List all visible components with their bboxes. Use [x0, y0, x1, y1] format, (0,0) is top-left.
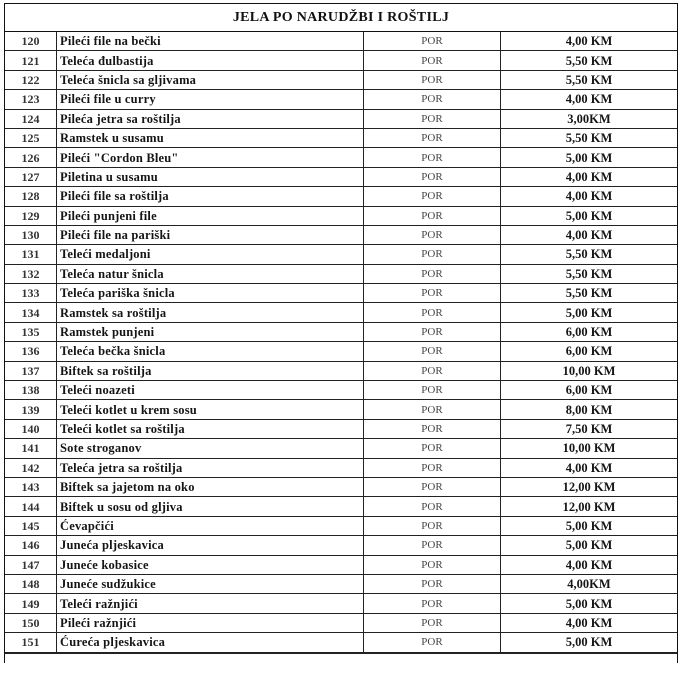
table-row	[5, 303, 677, 322]
item-unit: POR	[364, 187, 501, 206]
item-name: Biftek sa jajetom na oko	[57, 477, 364, 496]
item-unit: POR	[364, 555, 501, 574]
item-unit: POR	[364, 90, 501, 109]
item-name: Teleća pariška šnicla	[57, 284, 364, 303]
item-number: 130	[5, 225, 57, 244]
table-row	[5, 167, 677, 186]
item-price: 5,00 KM	[501, 206, 678, 225]
item-number: 137	[5, 361, 57, 380]
item-name: Teleći medaljoni	[57, 245, 364, 264]
item-price: 5,00 KM	[501, 536, 678, 555]
item-unit: POR	[364, 51, 501, 70]
item-unit: POR	[364, 613, 501, 632]
table-row	[5, 536, 677, 555]
table-row	[5, 51, 677, 70]
item-name: Ramstek sa roštilja	[57, 303, 364, 322]
item-number: 149	[5, 594, 57, 613]
table-row	[5, 516, 677, 535]
item-number: 151	[5, 633, 57, 652]
item-price: 5,00 KM	[501, 633, 678, 652]
item-name: Teleća bečka šnicla	[57, 342, 364, 361]
table-row	[5, 633, 677, 652]
item-number: 129	[5, 206, 57, 225]
item-number: 132	[5, 264, 57, 283]
item-name: Teleći kotlet u krem sosu	[57, 400, 364, 419]
table-row	[5, 594, 677, 613]
item-price: 8,00 KM	[501, 400, 678, 419]
item-name: Piletina u susamu	[57, 167, 364, 186]
item-number: 142	[5, 458, 57, 477]
item-name: Teleći kotlet sa roštilja	[57, 419, 364, 438]
item-price: 4,00 KM	[501, 187, 678, 206]
item-number: 145	[5, 516, 57, 535]
item-unit: POR	[364, 361, 501, 380]
item-unit: POR	[364, 458, 501, 477]
item-price: 5,00 KM	[501, 148, 678, 167]
table-row	[5, 477, 677, 496]
item-number: 121	[5, 51, 57, 70]
table-row	[5, 439, 677, 458]
table-row	[5, 400, 677, 419]
table-row	[5, 90, 677, 109]
item-name: Biftek u sosu od gljiva	[57, 497, 364, 516]
item-name: Ramstek punjeni	[57, 322, 364, 341]
item-price: 5,50 KM	[501, 264, 678, 283]
item-unit: POR	[364, 284, 501, 303]
item-unit: POR	[364, 516, 501, 535]
item-name: Pileći punjeni file	[57, 206, 364, 225]
item-price: 7,50 KM	[501, 419, 678, 438]
item-unit: POR	[364, 419, 501, 438]
item-number: 131	[5, 245, 57, 264]
item-price: 4,00 KM	[501, 225, 678, 244]
item-unit: POR	[364, 206, 501, 225]
item-number: 122	[5, 70, 57, 89]
item-price: 4,00 KM	[501, 167, 678, 186]
item-price: 5,50 KM	[501, 51, 678, 70]
item-number: 123	[5, 90, 57, 109]
item-name: Teleći noazeti	[57, 381, 364, 400]
table-row	[5, 109, 677, 128]
table-row	[5, 381, 677, 400]
item-price: 4,00 KM	[501, 613, 678, 632]
table-row	[5, 613, 677, 632]
item-unit: POR	[364, 497, 501, 516]
table-row	[5, 32, 677, 51]
item-name: Ćevapčići	[57, 516, 364, 535]
item-unit: POR	[364, 264, 501, 283]
item-unit: POR	[364, 32, 501, 51]
menu-table	[5, 32, 677, 653]
item-name: Pileći file na pariški	[57, 225, 364, 244]
item-unit: POR	[364, 381, 501, 400]
item-price: 4,00 KM	[501, 90, 678, 109]
table-row	[5, 497, 677, 516]
item-unit: POR	[364, 245, 501, 264]
item-number: 138	[5, 381, 57, 400]
item-price: 4,00KM	[501, 574, 678, 593]
item-number: 143	[5, 477, 57, 496]
item-number: 140	[5, 419, 57, 438]
table-row	[5, 245, 677, 264]
item-price: 12,00 KM	[501, 497, 678, 516]
table-row	[5, 206, 677, 225]
item-name: Ćureća pljeskavica	[57, 633, 364, 652]
table-row	[5, 458, 677, 477]
item-number: 139	[5, 400, 57, 419]
item-price: 6,00 KM	[501, 381, 678, 400]
item-price: 5,00 KM	[501, 516, 678, 535]
item-unit: POR	[364, 536, 501, 555]
item-unit: POR	[364, 439, 501, 458]
item-price: 5,50 KM	[501, 284, 678, 303]
item-name: Pileći file u curry	[57, 90, 364, 109]
item-name: Teleća đulbastija	[57, 51, 364, 70]
menu-table-body	[5, 32, 677, 652]
item-number: 150	[5, 613, 57, 632]
item-unit: POR	[364, 70, 501, 89]
item-name: Teleća natur šnicla	[57, 264, 364, 283]
item-price: 4,00 KM	[501, 555, 678, 574]
table-row	[5, 70, 677, 89]
item-price: 4,00 KM	[501, 458, 678, 477]
item-unit: POR	[364, 167, 501, 186]
item-unit: POR	[364, 574, 501, 593]
table-row	[5, 361, 677, 380]
menu-sheet	[4, 3, 678, 663]
item-unit: POR	[364, 322, 501, 341]
item-name: Teleća šnicla sa gljivama	[57, 70, 364, 89]
item-price: 12,00 KM	[501, 477, 678, 496]
item-number: 120	[5, 32, 57, 51]
table-row	[5, 148, 677, 167]
item-number: 125	[5, 128, 57, 147]
item-number: 144	[5, 497, 57, 516]
item-unit: POR	[364, 342, 501, 361]
table-row	[5, 342, 677, 361]
item-unit: POR	[364, 477, 501, 496]
item-unit: POR	[364, 225, 501, 244]
item-unit: POR	[364, 633, 501, 652]
item-number: 135	[5, 322, 57, 341]
table-row	[5, 322, 677, 341]
item-name: Pileća jetra sa roštilja	[57, 109, 364, 128]
item-number: 133	[5, 284, 57, 303]
item-name: Pileći ražnjići	[57, 613, 364, 632]
table-row	[5, 284, 677, 303]
table-footer-row	[5, 653, 677, 674]
table-row	[5, 128, 677, 147]
item-unit: POR	[364, 400, 501, 419]
item-name: Juneće kobasice	[57, 555, 364, 574]
item-number: 147	[5, 555, 57, 574]
item-name: Biftek sa roštilja	[57, 361, 364, 380]
item-price: 5,00 KM	[501, 303, 678, 322]
item-price: 6,00 KM	[501, 342, 678, 361]
item-name: Pileći "Cordon Bleu"	[57, 148, 364, 167]
table-row	[5, 264, 677, 283]
item-number: 141	[5, 439, 57, 458]
table-row	[5, 555, 677, 574]
item-price: 6,00 KM	[501, 322, 678, 341]
item-number: 127	[5, 167, 57, 186]
item-unit: POR	[364, 109, 501, 128]
item-name: Sote stroganov	[57, 439, 364, 458]
item-unit: POR	[364, 148, 501, 167]
item-number: 124	[5, 109, 57, 128]
table-row	[5, 187, 677, 206]
item-price: 5,50 KM	[501, 70, 678, 89]
item-name: Pileći file na bečki	[57, 32, 364, 51]
item-name: Ramstek u susamu	[57, 128, 364, 147]
menu-title: JELA PO NARUDŽBI I ROŠTILJ	[5, 4, 677, 32]
item-number: 128	[5, 187, 57, 206]
item-price: 5,50 KM	[501, 245, 678, 264]
item-number: 126	[5, 148, 57, 167]
item-name: Pileći file sa roštilja	[57, 187, 364, 206]
item-price: 10,00 KM	[501, 361, 678, 380]
table-row	[5, 574, 677, 593]
item-name: Juneća pljeskavica	[57, 536, 364, 555]
item-unit: POR	[364, 594, 501, 613]
table-row	[5, 225, 677, 244]
item-unit: POR	[364, 303, 501, 322]
item-price: 5,00 KM	[501, 594, 678, 613]
item-price: 3,00KM	[501, 109, 678, 128]
item-name: Juneće sudžukice	[57, 574, 364, 593]
table-row	[5, 419, 677, 438]
item-number: 146	[5, 536, 57, 555]
item-name: Teleća jetra sa roštilja	[57, 458, 364, 477]
item-number: 136	[5, 342, 57, 361]
item-unit: POR	[364, 128, 501, 147]
item-name: Teleći ražnjići	[57, 594, 364, 613]
item-price: 4,00 KM	[501, 32, 678, 51]
item-number: 148	[5, 574, 57, 593]
item-price: 10,00 KM	[501, 439, 678, 458]
item-number: 134	[5, 303, 57, 322]
item-price: 5,50 KM	[501, 128, 678, 147]
